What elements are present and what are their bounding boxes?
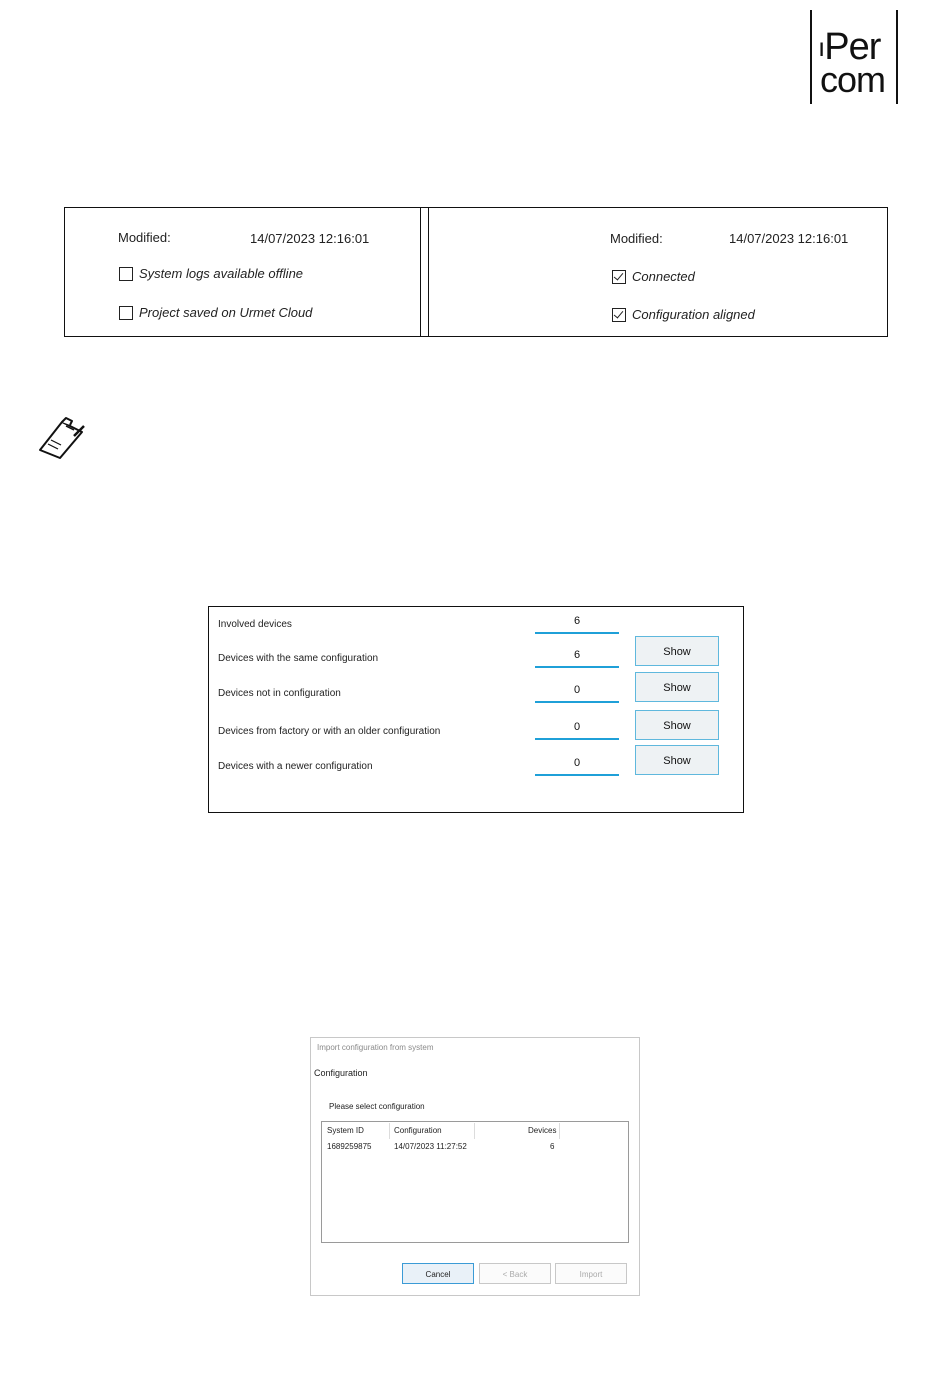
devices-panel [208, 606, 744, 813]
ipercom-logo [806, 10, 902, 104]
configuration-list[interactable] [321, 1121, 629, 1243]
show-older-config-button[interactable]: Show [635, 710, 719, 740]
logo-left-bar [810, 10, 812, 104]
connected-label: Connected [632, 269, 695, 284]
left-modified-label: Modified: [118, 230, 171, 245]
note-clipboard-icon [36, 414, 88, 460]
show-same-config-button[interactable]: Show [635, 636, 719, 666]
same-config-value: 6 [535, 649, 619, 668]
cancel-button[interactable]: Cancel [402, 1263, 474, 1284]
logo-prefix: ı [818, 32, 825, 62]
dialog-prompt: Please select configuration [329, 1102, 425, 1111]
col-separator [474, 1123, 475, 1139]
right-modified-value: 14/07/2023 12:16:01 [729, 231, 849, 246]
col-separator [559, 1123, 560, 1139]
logo-text-1: Per [824, 26, 881, 68]
not-in-config-value: 0 [535, 684, 619, 703]
col-header-devices[interactable]: Devices [528, 1126, 557, 1135]
config-aligned-checkbox[interactable] [612, 308, 626, 322]
col-header-system-id[interactable]: System ID [327, 1126, 364, 1135]
show-newer-config-button[interactable]: Show [635, 745, 719, 775]
dialog-header: Configuration [314, 1068, 368, 1078]
older-config-value: 0 [535, 721, 619, 740]
newer-config-value: 0 [535, 757, 619, 776]
import-config-dialog [310, 1037, 640, 1296]
panel-divider [420, 208, 429, 336]
import-button[interactable]: Import [555, 1263, 627, 1284]
system-logs-checkbox[interactable] [119, 267, 133, 281]
row-system-id[interactable]: 1689259875 [327, 1142, 372, 1151]
row-devices[interactable]: 6 [550, 1142, 555, 1151]
involved-devices-value: 6 [535, 615, 619, 634]
col-header-configuration[interactable]: Configuration [394, 1126, 442, 1135]
left-modified-value: 14/07/2023 12:16:01 [250, 231, 370, 246]
row-configuration[interactable]: 14/07/2023 11:27:52 [394, 1142, 467, 1151]
newer-config-label: Devices with a newer configuration [218, 761, 373, 772]
show-not-in-config-button[interactable]: Show [635, 672, 719, 702]
status-panels [64, 207, 888, 337]
cloud-saved-checkbox[interactable] [119, 306, 133, 320]
connected-checkbox[interactable] [612, 270, 626, 284]
not-in-config-label: Devices not in configuration [218, 688, 341, 699]
back-button[interactable]: < Back [479, 1263, 551, 1284]
right-modified-label: Modified: [610, 231, 663, 246]
config-aligned-label: Configuration aligned [632, 307, 755, 322]
dialog-title: Import configuration from system [317, 1043, 434, 1052]
logo-right-bar [896, 10, 898, 104]
involved-devices-label: Involved devices [218, 619, 292, 630]
older-config-label: Devices from factory or with an older configuration [218, 726, 441, 737]
col-separator [389, 1123, 390, 1139]
cloud-saved-label: Project saved on Urmet Cloud [139, 305, 313, 320]
same-config-label: Devices with the same configuration [218, 653, 379, 664]
system-logs-label: System logs available offline [139, 266, 304, 281]
logo-line-2: com [820, 59, 886, 100]
